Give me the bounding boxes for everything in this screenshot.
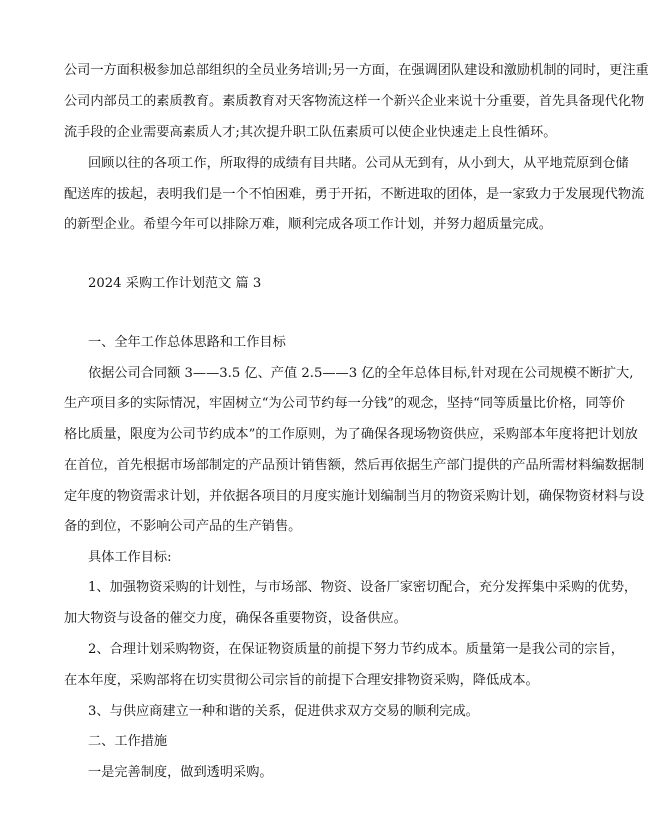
paragraph-line: 流手段的企业需要高素质人才;其次提升职工队伍素质可以使企业快速走上良性循环。 [64, 125, 557, 140]
paragraph-line: 格比质量，限度为公司节约成本”的工作原则，为了确保各现场物资供应，采购部本年度将把计划放 [64, 427, 638, 442]
section-heading: 具体工作目标: [88, 550, 172, 565]
paragraph-line: 的新型企业。希望今年可以排除万难，顺利完成各项工作计划，并努力超质量完成。 [64, 217, 552, 232]
paragraph-line: 生产项目多的实际情况，牢固树立“为公司节约每一分钱”的观念，坚持“同等质量比价格，同等价 [64, 396, 625, 411]
section-title: 2024 采购工作计划范文 篇 3 [88, 276, 262, 291]
paragraph-line: 公司内部员工的素质教育。素质教育对天客物流这样一个新兴企业来说十分重要，首先具备现代化物 [64, 94, 645, 109]
paragraph-line: 定年度的物资需求计划，并依据各项目的月度实施计划编制当月的物资采购计划，确保物资材料与设 [64, 489, 645, 504]
paragraph-line: 3、与供应商建立一种和谐的关系，促进供求双方交易的顺利完成。 [88, 704, 479, 719]
paragraph-line: 回顾以往的各项工作，所取得的成绩有目共睹。公司从无到有，从小到大，从平地荒原到仓储 [88, 156, 629, 171]
paragraph-line: 公司一方面积极参加总部组织的全员业务培训;另一方面，在强调团队建设和激励机制的同时，更注重 [64, 63, 649, 78]
paragraph-line: 1、加强物资采购的计划性，与市场部、物资、设备厂家密切配合，充分发挥集中采购的优势， [88, 580, 638, 595]
paragraph-line: 在首位，首先根据市场部制定的产品预计销售额，然后再依据生产部门提供的产品所需材料编数据制 [64, 458, 645, 473]
paragraph-line: 2、合理计划采购物资，在保证物资质量的前提下努力节约成本。质量第一是我公司的宗旨， [88, 642, 624, 657]
section-heading: 一、全年工作总体思路和工作目标 [88, 335, 286, 350]
paragraph-line: 在本年度，采购部将在切实贯彻公司宗旨的前提下合理安排物资采购，降低成本。 [64, 673, 539, 688]
section-heading: 二、工作措施 [88, 734, 168, 749]
paragraph-line: 配送库的拔起，表明我们是一个不怕困难，勇于开拓，不断进取的团体，是一家致力于发展现代物流 [64, 187, 645, 202]
paragraph-line: 备的到位，不影响公司产品的生产销售。 [64, 519, 302, 534]
paragraph-line: 加大物资与设备的催交力度，确保各重要物资，设备供应。 [64, 611, 407, 626]
paragraph-line: 依据公司合同额 3——3.5 亿、产值 2.5——3 亿的全年总体目标,针对现在公司规模不断扩大, [88, 366, 634, 381]
paragraph-line: 一是完善制度，做到透明采购。 [88, 765, 273, 780]
